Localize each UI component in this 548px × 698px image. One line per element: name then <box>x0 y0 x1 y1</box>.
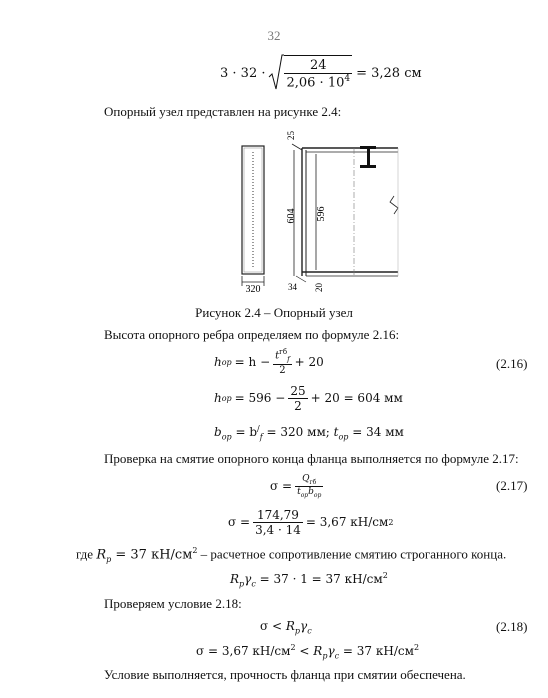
eq-top-num: 24 <box>310 58 327 74</box>
equation-2-16: h op = h − $\frac{t^{гб}_f}{2}$ + 20 <box>214 348 324 376</box>
sqrt-sign <box>268 53 284 93</box>
eq-top-fraction <box>284 55 352 90</box>
page-number: 32 <box>267 28 281 43</box>
i-beam-section <box>360 146 376 168</box>
paragraph-6: Условие выполняется, прочность фланца при смятии обеспечена. <box>104 667 466 682</box>
equation-2-16-values: h op = 596 − $\frac{25}{2}$ + 20 = 604 мм <box>214 383 403 413</box>
equation-rp: $R_р\gamma_c = 37 \cdot 1 = 37$ $кН/см^2$ <box>230 571 388 589</box>
paragraph-1: Опорный узел представлен на рисунке 2.4: <box>104 104 342 119</box>
equation-top <box>220 52 422 94</box>
equation-b-t: $b_{op} = b^/_f = 320$ мм; $t_{op} = 34$ мм <box>214 424 404 442</box>
dim-604: 604 <box>286 208 297 224</box>
eq-top-left: 3 · 32 · <box>220 65 266 81</box>
eq-top-right: = 3,28 см <box>356 65 422 81</box>
equation-number-2-17: (2.17) <box>496 478 528 493</box>
dim-34: 34 <box>288 282 297 292</box>
dim-25: 25 <box>286 131 296 140</box>
paragraph-5: Проверяем условие 2.18: <box>104 596 242 611</box>
figure-support-node <box>230 126 410 302</box>
dim-20: 20 <box>314 283 324 292</box>
dim-596: 596 <box>316 206 327 222</box>
dim-320: 320 <box>245 284 261 295</box>
equation-2-17-values: σ = $\frac{174,79}{3,4 \cdot 14}$ = 3,67 кН/см 2 <box>228 507 394 537</box>
figure-caption: Рисунок 2.4 – Опорный узел <box>195 305 353 320</box>
paragraph-3: Проверка на смятие опорного конца фланца выполняется по формуле 2.17: <box>104 451 519 466</box>
paragraph-2: Высота опорного ребра определяем по формуле 2.16: <box>104 327 400 342</box>
equation-number-2-18: (2.18) <box>496 619 528 634</box>
equation-number-2-16: (2.16) <box>496 356 528 371</box>
equation-2-18-values: σ = 3,67 $кН/см^2 < R_р\gamma_c = 37$ $кН/см^2$ <box>196 643 420 661</box>
equation-2-18: $\sigma < R_р\gamma_c$ <box>260 619 312 636</box>
paragraph-4: где $R_р = 37$ $кН/см^2$ – расчетное сопротивление смятию строганного конца. <box>76 546 507 564</box>
equation-2-17: σ = $\frac{Q_{гб}}{t_{op}b_{op}}$ <box>270 473 322 499</box>
eq-top-den: $2,06 \cdot 10^4$ <box>286 74 351 91</box>
